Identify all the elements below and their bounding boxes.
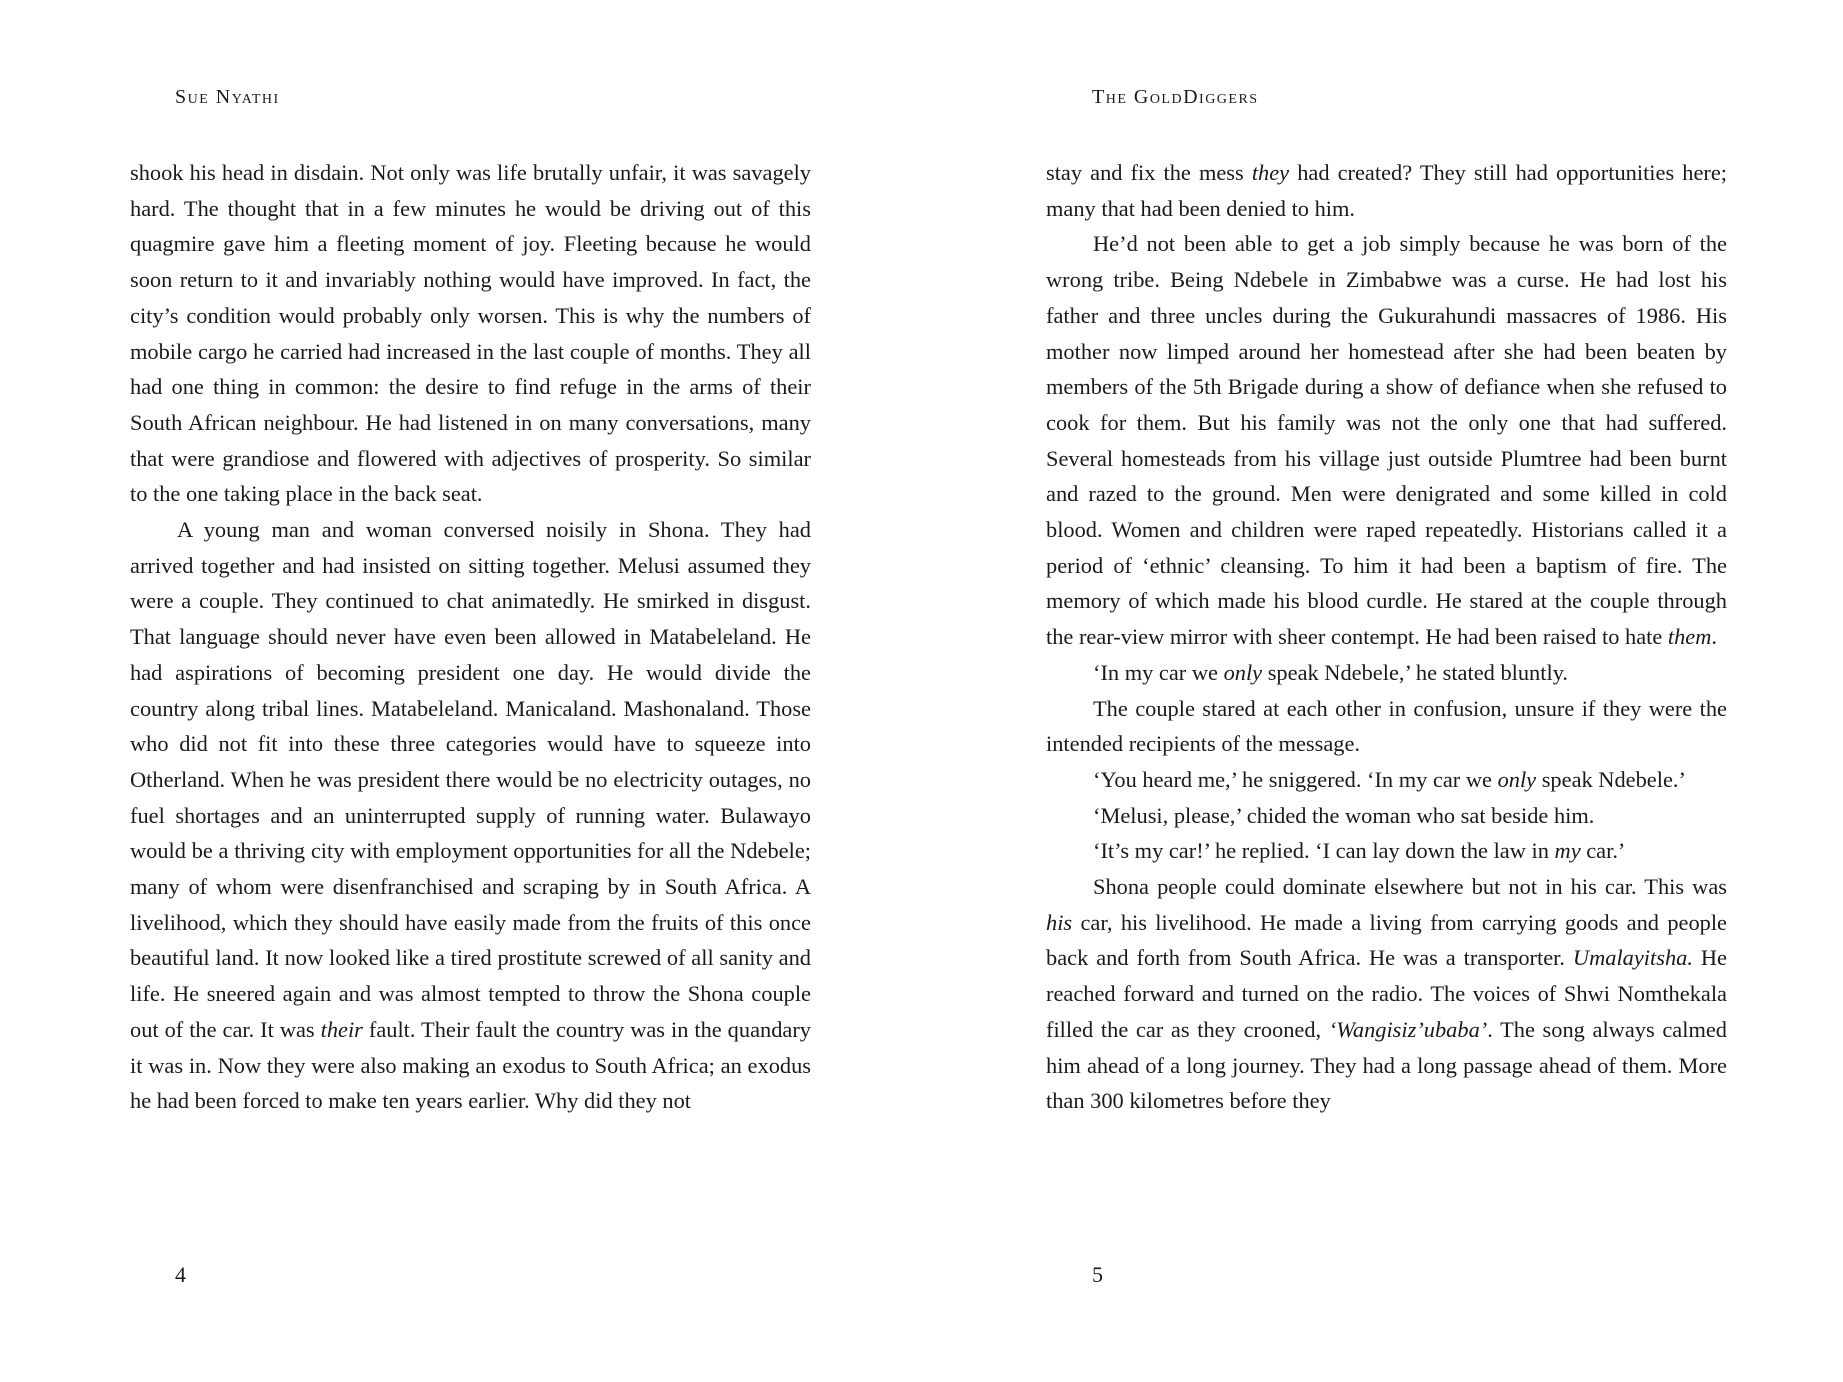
text-run: speak Ndebele.’ — [1536, 766, 1686, 792]
paragraph — [1046, 155, 1727, 226]
paragraph — [1046, 655, 1727, 691]
text-run: . — [1711, 624, 1718, 650]
italic-text: their — [320, 1016, 363, 1042]
left-text-block — [130, 155, 811, 1119]
paragraph — [1046, 869, 1727, 1119]
italic-text: only — [1223, 659, 1263, 685]
italic-text: his — [1046, 909, 1073, 935]
text-run: A young man and woman conversed noisily in Shona. They had arrived together and had insisted on sitting together. Melusi assumed they were a couple. They continued to chat animatedly. He smirked in disgust. That language should never have even been allowed in Matabeleland. He had aspirations of becoming president one day. He would divide the country along tribal lines. Matabeleland. Manicaland. Mashonaland. Those who did not fit into these three categories would have to squeeze into Otherland. When he was president there would be no electricity outages, no fuel shortages and an uninterrupted supply of running water. Bulawayo would be a thriving city with employment opportunities for all the Ndebele; many of whom were disenfranchised and scraping by in South Africa. A livelihood, which they should have easily made from the fruits of this once beautiful land. It now looked like a tired prostitute screwed of all sanity and life. He sneered again and was almost tempted to throw the Shona couple out of the car. It was — [130, 517, 811, 1042]
text-run: car, his livelihood. He made a living from carrying goods and people back and forth from South Africa. He was a transporter. — [1046, 909, 1727, 971]
text-run: car.’ — [1580, 838, 1626, 864]
paragraph — [1046, 833, 1727, 869]
text-run: fault. Their fault the country was in the quandary it was in. Now they were also making an exodus to South Africa; an exodus he had been forced to make ten years earlier. Why did they not — [130, 1016, 811, 1114]
running-head-author: Sue Nyathi — [175, 86, 280, 108]
text-run: The couple stared at each other in confusion, unsure if they were the intended recipients of the message. — [1046, 695, 1727, 757]
running-head-title: The GoldDiggers — [1092, 86, 1259, 108]
text-run: ‘You heard me,’ he sniggered. ‘In my car we — [1093, 766, 1498, 792]
paragraph — [1046, 226, 1727, 654]
page-number-right: 5 — [1092, 1262, 1103, 1287]
italic-text: they — [1251, 160, 1290, 185]
text-run: ‘Melusi, please,’ chided the woman who sat beside him. — [1093, 802, 1595, 828]
text-run: stay and fix the mess — [1046, 160, 1252, 185]
paragraph — [1046, 691, 1727, 762]
italic-text: them — [1667, 624, 1712, 650]
paragraph — [130, 512, 811, 1119]
italic-text: only — [1497, 766, 1537, 792]
italic-text: Umalayitsha. — [1572, 945, 1693, 971]
right-text-block — [1046, 155, 1727, 1119]
text-run: He’d not been able to get a job simply because he was born of the wrong tribe. Being Ndebele in Zimbabwe was a curse. He had lost his father and three uncles during the Gukurahundi massacres of 1986. His mother now limped around her homestead after she had been beaten by members of the 5th Brigade during a show of defiance when she refused to cook for them. But his family was not the only one that had suffered. Several homesteads from his village just outside Plumtree had been burnt and razed to the ground. Men were denigrated and some killed in cold blood. Women and children were raped repeatedly. Historians called it a period of ‘ethnic’ cleansing. To him it had been a baptism of fire. The memory of which made his blood curdle. He stared at the couple through the rear-view mirror with sheer contempt. He had been raised to hate — [1046, 231, 1727, 650]
paragraph — [1046, 762, 1727, 798]
paragraph — [1046, 798, 1727, 834]
text-run: He reached forward and turned on the radio. The voices of Shwi Nomthekala filled the car as they crooned, — [1046, 945, 1727, 1042]
left-page — [0, 0, 921, 1382]
text-run: ‘In my car we — [1093, 659, 1224, 685]
text-run: speak Ndebele,’ he stated bluntly. — [1262, 659, 1569, 685]
right-page — [921, 0, 1842, 1382]
text-run: ‘It’s my car!’ he replied. ‘I can lay down the law in — [1093, 838, 1555, 864]
text-run: Shona people could dominate elsewhere but not in his car. This was — [1093, 874, 1727, 900]
italic-text: my — [1554, 838, 1581, 864]
italic-text: ‘Wangisiz’ubaba’ — [1328, 1016, 1488, 1042]
text-run: . The song always calmed him ahead of a long journey. They had a long passage ahead of them. More than 300 kilometres before they — [1046, 1016, 1728, 1114]
page-number-left: 4 — [175, 1262, 186, 1287]
text-run: had created? They still had opportunities here; many that had been denied to him. — [1046, 160, 1727, 221]
paragraph — [130, 155, 811, 512]
text-run: shook his head in disdain. Not only was life brutally unfair, it was savagely hard. The thought that in a few minutes he would be driving out of this quagmire gave him a fleeting moment of joy. Fleeting because he would soon return to it and invariably nothing would have improved. In fact, the city’s condition would probably only worsen. This is why the numbers of mobile cargo he carried had increased in the last couple of months. They all had one thing in common: the desire to find refuge in the arms of their South African neighbour. He had listened in on many conversations, many that were grandiose and flowered with adjectives of prosperity. So similar to the one taking place in the back seat. — [130, 160, 811, 507]
